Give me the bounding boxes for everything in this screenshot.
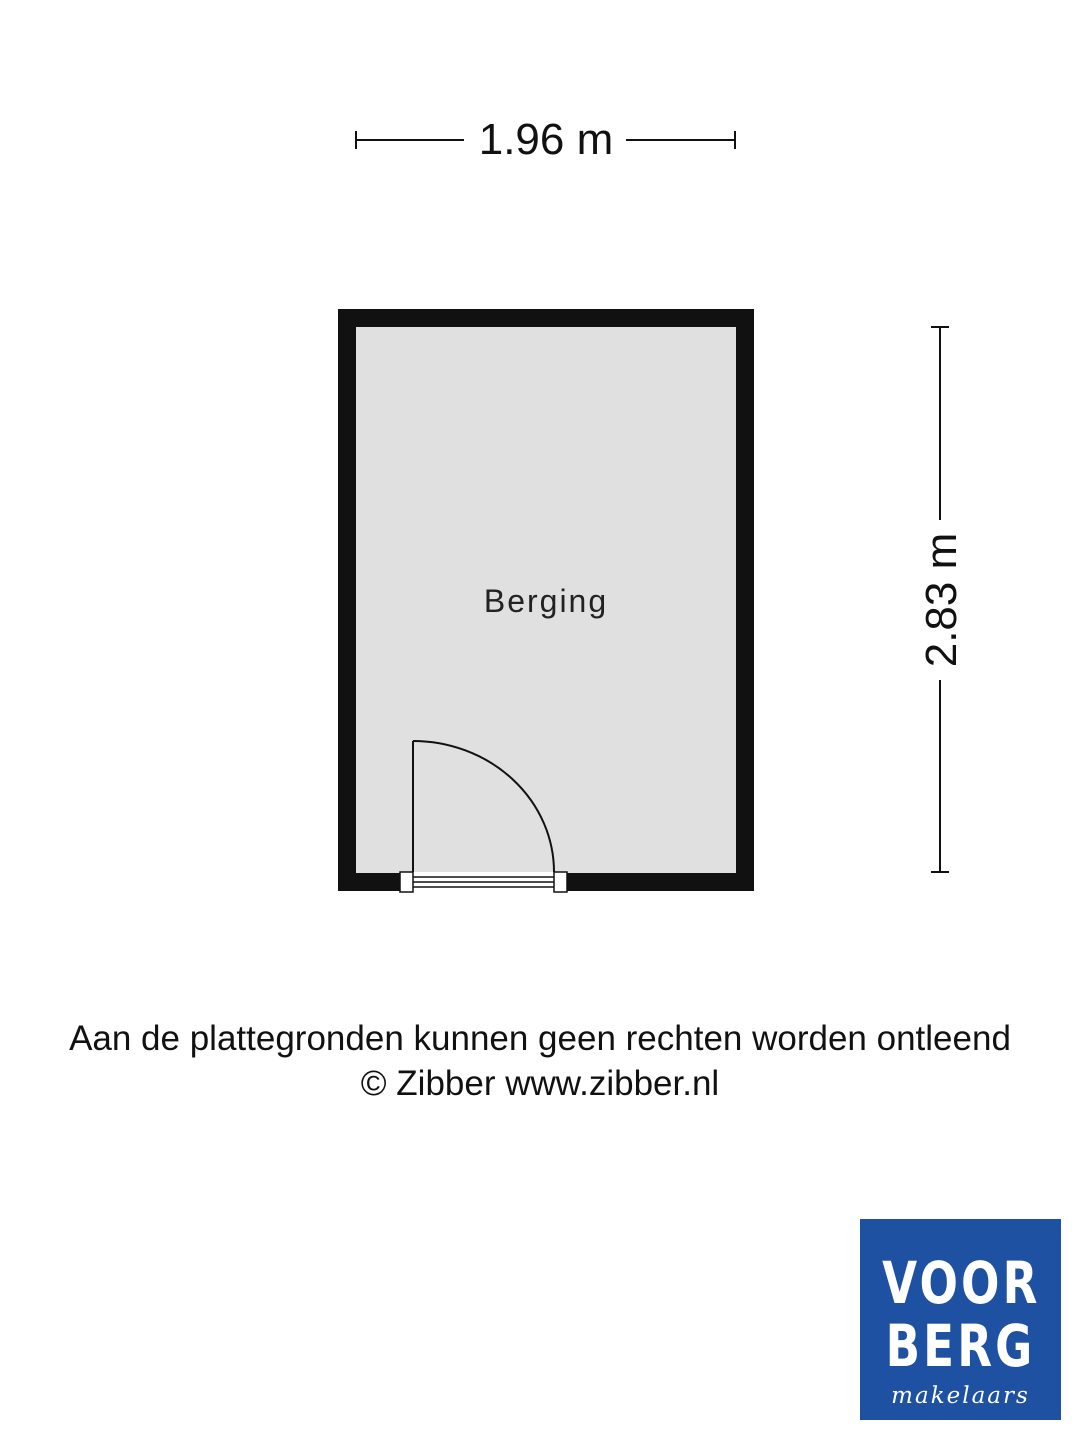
logo-subtitle: makelaars bbox=[891, 1383, 1030, 1409]
door-opening bbox=[400, 872, 567, 892]
disclaimer-text: Aan de plattegronden kunnen geen rechten worden ontleend bbox=[69, 1019, 1011, 1058]
voorberg-logo bbox=[860, 1219, 1061, 1420]
logo-line-voor: VOOR bbox=[882, 1249, 1041, 1317]
room-label: Berging bbox=[483, 583, 609, 619]
copyright-text: © Zibber www.zibber.nl bbox=[360, 1064, 720, 1103]
logo-line-berg: BERG bbox=[885, 1312, 1036, 1380]
height-dimension-label: 2.83 m bbox=[917, 532, 966, 668]
width-dimension-label: 1.96 m bbox=[478, 115, 614, 164]
